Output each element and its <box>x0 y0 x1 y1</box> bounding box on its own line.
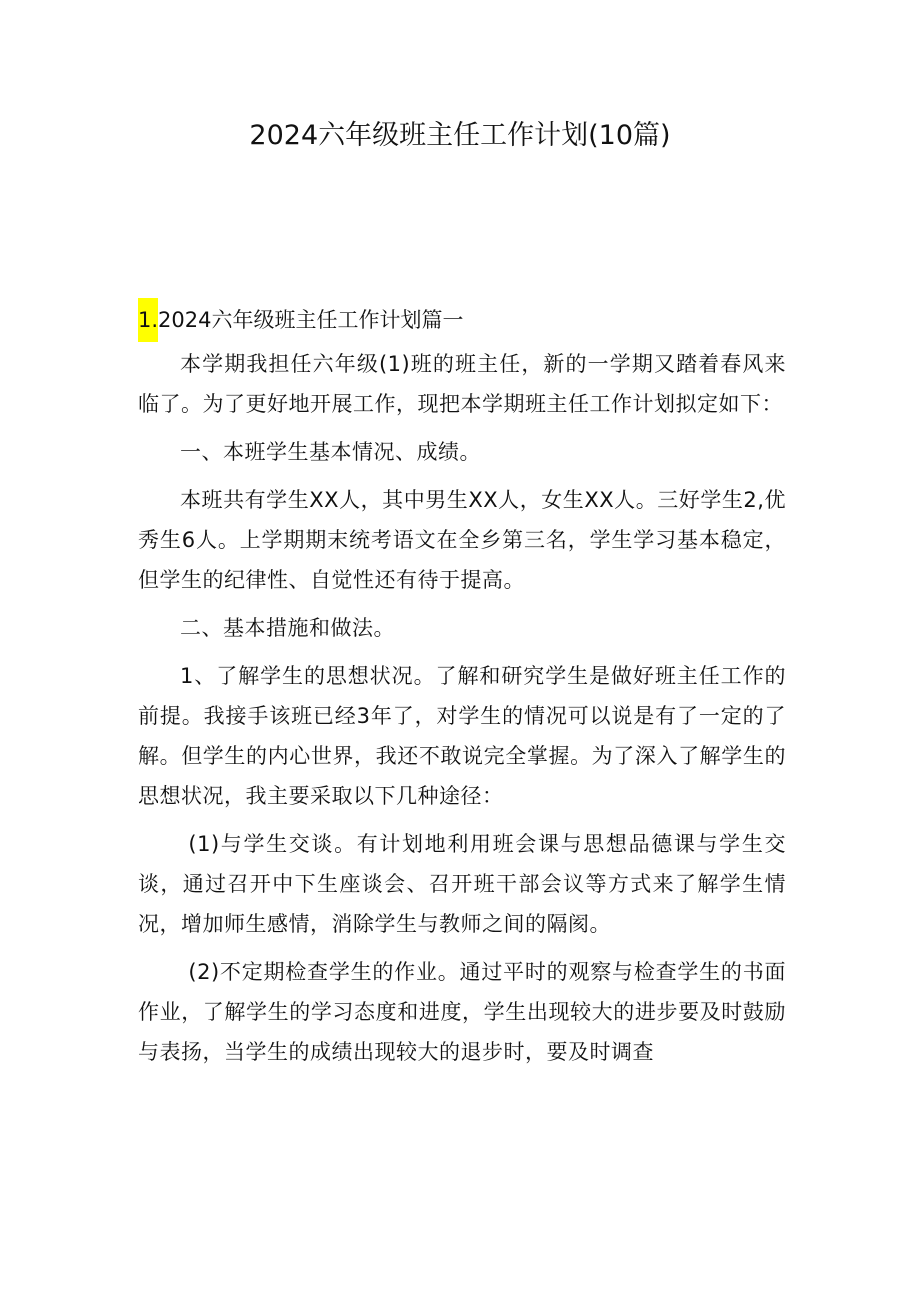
paragraph-talk-with-students: (1)与学生交谈。有计划地利用班会课与思想品德课与学生交谈，通过召开中下生座谈会、召开班干部会议等方式来了解学生情况，增加师生感情，消除学生与教师之间的隔阂。 <box>138 832 786 936</box>
section-number-highlight: 1. <box>138 298 158 342</box>
paragraph-intro: 本学期我担任六年级(1)班的班主任，新的一学期又踏着春风来临了。为了更好地开展工作，现把本学期班主任工作计划拟定如下： <box>138 352 786 416</box>
paragraph-heading-two: 二、基本措施和做法。 <box>180 616 395 640</box>
document-title: 2024六年级班主任工作计划(10篇) <box>249 120 671 151</box>
paragraph-understand-students: 1、了解学生的思想状况。了解和研究学生是做好班主任工作的前提。我接手该班已经3年了，对学生的情况可以说是有了一定的了解。但学生的内心世界，我还不敢说完全掌握。为了深入了解学生的思想状况，我主要采取以下几种途径： <box>138 664 786 808</box>
paragraph-check-homework: (2)不定期检查学生的作业。通过平时的观察与检查学生的书面作业，了解学生的学习态度和进度，学生出现较大的进步要及时鼓励与表扬，当学生的成绩出现较大的退步时，要及时调查 <box>138 960 786 1064</box>
section-heading <box>138 298 786 342</box>
section-heading-text: 2024六年级班主任工作计划篇一 <box>158 308 464 332</box>
document-body <box>138 298 786 1072</box>
paragraph-class-info: 本班共有学生XX人，其中男生XX人，女生XX人。三好学生2,优秀生6人。上学期期末统考语文在全乡第三名，学生学习基本稳定，但学生的纪律性、自觉性还有待于提高。 <box>138 488 786 592</box>
paragraph-heading-one: 一、本班学生基本情况、成绩。 <box>180 440 481 464</box>
